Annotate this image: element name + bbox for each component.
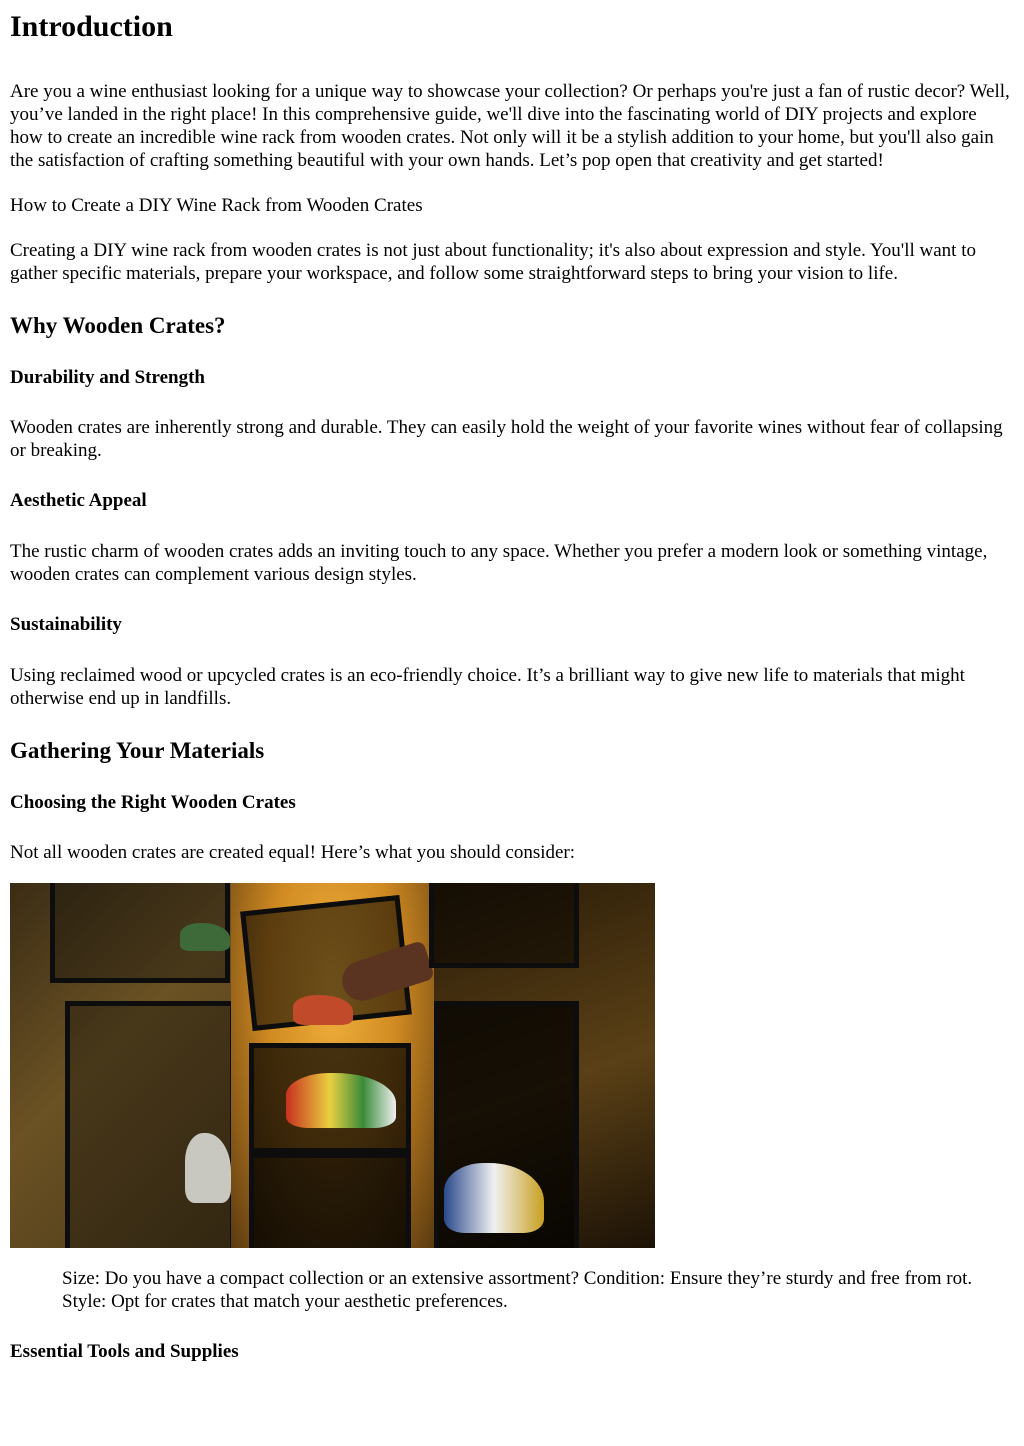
sneaker: [293, 995, 353, 1025]
durability-paragraph: Wooden crates are inherently strong and durable. They can easily hold the weight of your favorite wines without fear of collapsing or breaking.: [10, 417, 1003, 461]
intro-heading: Introduction: [10, 10, 173, 43]
display-box: [249, 1153, 411, 1248]
durability-heading: Durability and Strength: [10, 367, 205, 388]
criteria-list: Size: Do you have a compact collection or an extensive assortment? Condition: Ensure they’re sturdy and free from rot. Style: Opt for crates that match your aesthetic preferences.: [62, 1268, 973, 1312]
tools-heading: Essential Tools and Supplies: [10, 1341, 239, 1362]
sustainability-paragraph: Using reclaimed wood or upcycled crates is an eco-friendly choice. It’s a brilliant way to give new life to materials that might otherwise end up in landfills.: [10, 665, 965, 709]
howto-line: How to Create a DIY Wine Rack from Wooden Crates: [10, 195, 423, 216]
creating-paragraph: Creating a DIY wine rack from wooden crates is not just about functionality; it's also about expression and style. You'll want to gather specific materials, prepare your workspace, and follow some straightforward steps to bring your vision to life.: [10, 240, 976, 284]
sustainability-heading: Sustainability: [10, 614, 122, 635]
display-box: [65, 1001, 235, 1248]
choosing-heading: Choosing the Right Wooden Crates: [10, 792, 296, 813]
sneaker: [180, 923, 230, 951]
intro-paragraph: Are you a wine enthusiast looking for a unique way to showcase your collection? Or perhaps you're just a fan of rustic decor? Well, you’ve landed in the right place! In this comprehensive guide, we'll dive into the fascinating world of DIY projects and explore how to create an incredible wine rack from wooden crates. Not only will it be a stylish addition to your home, but you'll also gain the satisfaction of crafting something beautiful with your own hands. Let’s pop open that creativity and get started!: [10, 81, 1010, 171]
aesthetic-heading: Aesthetic Appeal: [10, 490, 147, 511]
article: [10, 0, 1010, 1364]
aesthetic-paragraph: The rustic charm of wooden crates adds an inviting touch to any space. Whether you prefer a modern look or something vintage, wooden crates can complement various design styles.: [10, 541, 988, 585]
why-heading: Why Wooden Crates?: [10, 313, 226, 338]
display-box: [429, 883, 579, 968]
photo-panel-right: [434, 883, 655, 1248]
photo-panel-center: [231, 883, 434, 1248]
sneaker-display-photo: [10, 883, 655, 1248]
notall-paragraph: Not all wooden crates are created equal! Here’s what you should consider:: [10, 842, 576, 863]
gathering-heading: Gathering Your Materials: [10, 738, 265, 763]
photo-panel-left: [10, 883, 231, 1248]
